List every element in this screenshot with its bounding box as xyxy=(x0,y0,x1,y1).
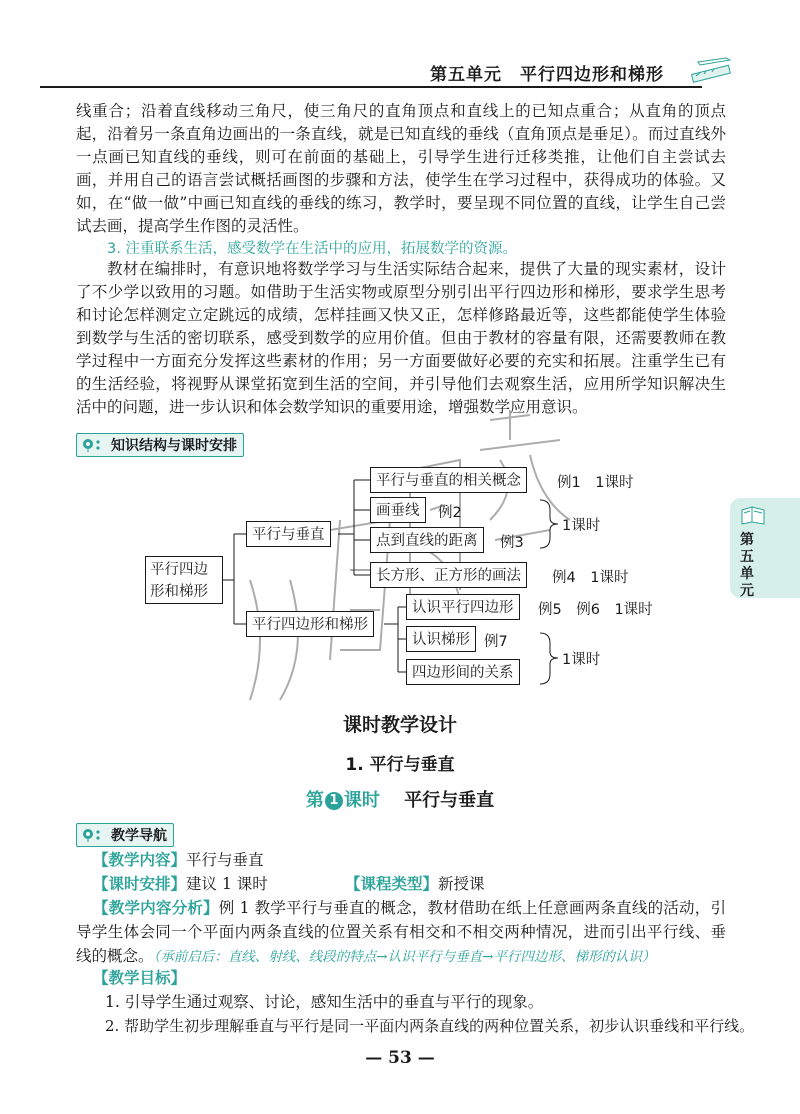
diagram-leaf-concepts-note: 例1 1课时 xyxy=(557,475,634,491)
page-number: — 53 — xyxy=(365,1048,435,1068)
point-3-title: 3. 注重联系生活，感受数学在生活中的应用，拓展数学的资源。 xyxy=(107,241,517,257)
intro-paragraph-2: 教材在编排时，有意识地将数学学习与生活实际结合起来，提供了大量的现实素材，设计了不少学以致用的习题。如借助于生活实物或原型分别引出平行四边形和梯形，要求学生思考和讨论怎样测定立定跳远的成绩，怎样挂画又快又正，怎样修路最近等，这些都能使学生体验到数学与生活的密切联系，感受到数学的应用价值。但由于教材的容量有限，还需要教师在教学过程中一方面充分发挥这些素材的作用；另一方面要做好必要的充实和拓展。注重学生已有的生活经验，将视野从课堂拓宽到生活的空间，并引导他们去观察生活，应用所学知识解决生活中的问题，进一步认识和体会数学知识的重要用途，增强数学应用意识。 xyxy=(76,260,726,416)
diagram-leaf-trapezoid: 认识梯形 xyxy=(406,626,476,652)
period-suffix: 课时 xyxy=(343,790,380,811)
nav-type-value: 新授课 xyxy=(438,875,485,893)
lesson-main-title: 课时教学设计 xyxy=(342,714,457,736)
nav-schedule-row xyxy=(93,872,268,896)
nav-content-value: 平行与垂直 xyxy=(186,851,264,869)
nav-goals-label-row xyxy=(93,966,186,990)
diagram-group2-note: 1课时 xyxy=(562,652,601,668)
period-label: 第 xyxy=(305,790,324,811)
diagram-root: 平行四边形和梯形 xyxy=(145,556,223,604)
diagram-leaf-relations: 四边形间的关系 xyxy=(406,659,520,685)
lesson-period-heading xyxy=(0,786,800,812)
nav-analysis-note: （承前启后：直线、射线、线段的特点→认识平行与垂直→平行四边形、梯形的认识） xyxy=(153,949,656,965)
section-tag-nav xyxy=(76,823,174,847)
nav-goal-2: 2. 帮助学生初步理解垂直与平行是同一平面内两条直线的两种位置关系，初步认识垂线和平行线。 xyxy=(105,1017,755,1035)
nav-goal-1: 1. 引导学生通过观察、讨论，感知生活中的垂直与平行的现象。 xyxy=(105,993,544,1011)
diagram-branch-parallel-perpendicular: 平行与垂直 xyxy=(246,521,331,547)
nav-content-row xyxy=(93,848,264,872)
nav-analysis-text: 例 1 教学平行与垂直的概念，教材借助在纸上任意画两条直线的活动，引导学生体会同一个平面内两条直线的位置关系有相交和不相交两种情况，进而引出平行线、垂线的概念。 xyxy=(76,899,726,965)
diagram-leaf-rectangle-drawing-note: 例4 1课时 xyxy=(552,570,629,586)
diagram-group1-note: 1课时 xyxy=(562,518,601,534)
nav-type-row xyxy=(345,872,485,896)
diagram-leaf-distance-note: 例3 xyxy=(500,535,524,551)
intro-paragraph-1: 线重合；沿着直线移动三角尺，使三角尺的直角顶点和直线上的已知点重合；从直角的顶点起，沿着另一条直角边画出的一条直线，就是已知直线的垂线（直角顶点是垂足）。而过直线外一点画已知直线的垂线，则可在前面的基础上，引导学生进行迁移类推，让他们自主尝试去画，并用自己的语言尝试概括画图的步骤和方法，使学生在学习过程中，获得成功的体验。又如，在“做一做”中画已知直线的垂线的练习，教学时，要呈现不同位置的直线，让学生自己尝试去画，提高学生作图的灵活性。 xyxy=(76,102,726,235)
nav-analysis-label: 【教学内容分析】 xyxy=(93,899,219,917)
diagram-leaf-parallelogram-note: 例5 例6 1课时 xyxy=(538,602,653,618)
nav-goals-label: 【教学目标】 xyxy=(93,969,187,987)
period-title: 平行与垂直 xyxy=(404,790,495,811)
diagram-leaf-concepts: 平行与垂直的相关概念 xyxy=(370,467,527,493)
lesson-sub-title: 1. 平行与垂直 xyxy=(345,755,455,775)
nav-schedule-value: 建议 1 课时 xyxy=(186,875,268,893)
nav-content-label: 【教学内容】 xyxy=(93,851,187,869)
diagram-leaf-draw-perpendicular: 画垂线 xyxy=(370,497,426,523)
diagram-leaf-draw-perpendicular-note: 例2 xyxy=(438,505,462,521)
header-title: 第五单元 平行四边形和梯形 xyxy=(430,65,664,85)
nav-schedule-label: 【课时安排】 xyxy=(93,875,187,893)
section-tag-nav-label: 教学导航 xyxy=(111,828,167,844)
period-number-badge xyxy=(325,792,343,810)
period-number: 1 xyxy=(329,793,339,808)
diagram-leaf-rectangle-drawing: 长方形、正方形的画法 xyxy=(370,562,527,588)
diagram-leaf-distance: 点到直线的距离 xyxy=(370,527,484,553)
diagram-leaf-parallelogram: 认识平行四边形 xyxy=(406,594,520,620)
section-tag-label: 知识结构与课时安排 xyxy=(111,438,237,454)
pin-icon xyxy=(81,827,107,843)
nav-type-label: 【课程类型】 xyxy=(345,875,439,893)
diagram-leaf-trapezoid-note: 例7 xyxy=(484,634,508,650)
side-tab-text: 第五单元 xyxy=(740,532,754,599)
diagram-branch-quadrilaterals: 平行四边形和梯形 xyxy=(246,611,374,637)
nav-analysis xyxy=(76,896,726,969)
